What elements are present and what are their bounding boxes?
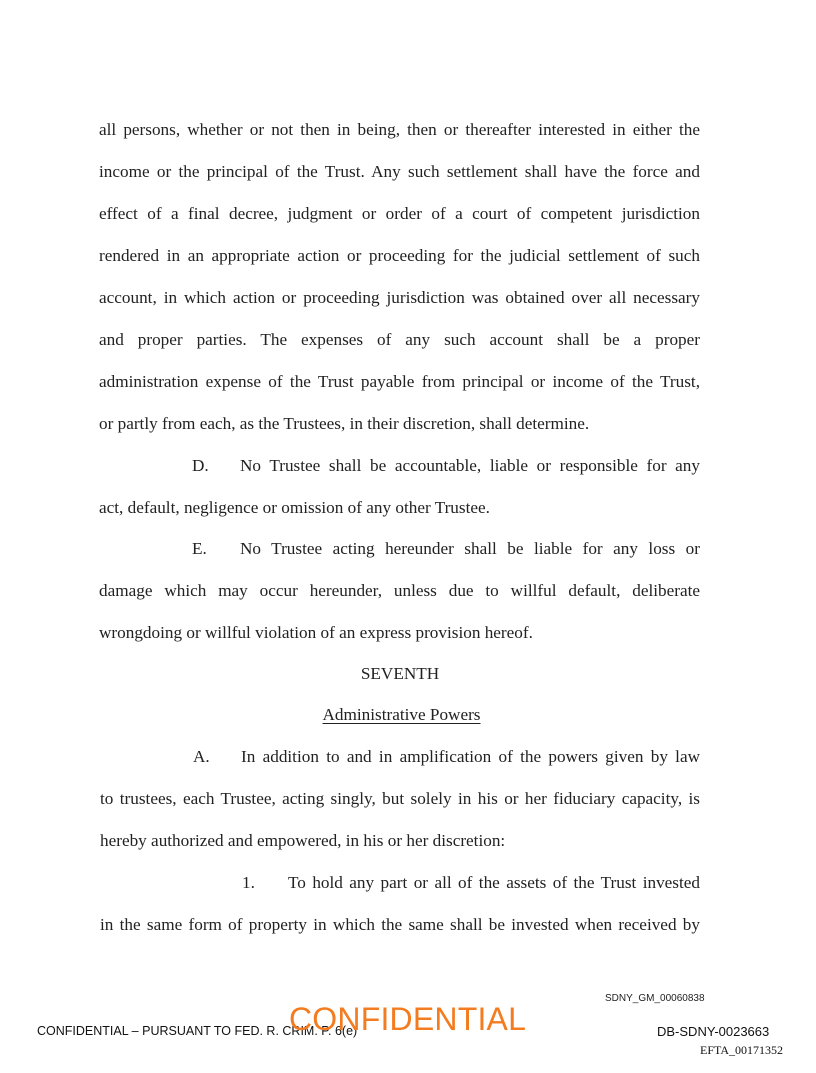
para-e-label: E. — [192, 539, 207, 558]
item-1-label: 1. — [242, 873, 255, 892]
body-line-5: account, in which action or proceeding jurisdiction was obtained over all necessary — [99, 288, 700, 307]
confidential-stamp: CONFIDENTIAL — [289, 1001, 527, 1037]
para-a-line-1: In addition to and in amplification of the powers given by law — [241, 747, 700, 766]
para-a-line-3: hereby authorized and empowered, in his or her discretion: — [100, 831, 506, 850]
body-line-2: income or the principal of the Trust. Any such settlement shall have the force and — [99, 162, 700, 181]
para-e-line-3: wrongdoing or willful violation of an express provision hereof. — [99, 623, 533, 642]
section-subheading: Administrative Powers — [322, 705, 481, 724]
body-line-7: administration expense of the Trust payable from principal or income of the Trust, — [99, 372, 700, 391]
bates-gm-number: SDNY_GM_00060838 — [605, 993, 705, 1004]
para-e-line-2: damage which may occur hereunder, unless due to willful default, deliberate — [99, 581, 700, 600]
bates-db-number: DB-SDNY-0023663 — [657, 1024, 770, 1039]
para-d-line-1: No Trustee shall be accountable, liable or responsible for any — [240, 456, 700, 475]
para-d-label: D. — [192, 456, 209, 475]
section-heading: SEVENTH — [360, 664, 440, 683]
body-line-6: and proper parties. The expenses of any such account shall be a proper — [99, 330, 700, 349]
body-line-4: rendered in an appropriate action or proceeding for the judicial settlement of such — [99, 246, 700, 265]
confidential-notice: CONFIDENTIAL – PURSUANT TO FED. R. CRIM. P. 6(e) — [37, 1024, 358, 1038]
item-1-line-2: in the same form of property in which the same shall be invested when received by — [100, 915, 700, 934]
para-a-label: A. — [193, 747, 210, 766]
body-line-8: or partly from each, as the Trustees, in their discretion, shall determine. — [99, 414, 590, 433]
item-1-line-1: To hold any part or all of the assets of the Trust invested — [288, 873, 700, 892]
para-e-line-1: No Trustee acting hereunder shall be liable for any loss or — [240, 539, 700, 558]
para-d-line-2: act, default, negligence or omission of any other Trustee. — [99, 498, 490, 517]
para-a-line-2: to trustees, each Trustee, acting singly, but solely in his or her fiduciary capacity, is — [100, 789, 700, 808]
efta-number: EFTA_00171352 — [700, 1043, 784, 1057]
body-line-1: all persons, whether or not then in being, then or thereafter interested in either the — [99, 120, 700, 139]
body-line-3: effect of a final decree, judgment or order of a court of competent jurisdiction — [99, 204, 700, 223]
